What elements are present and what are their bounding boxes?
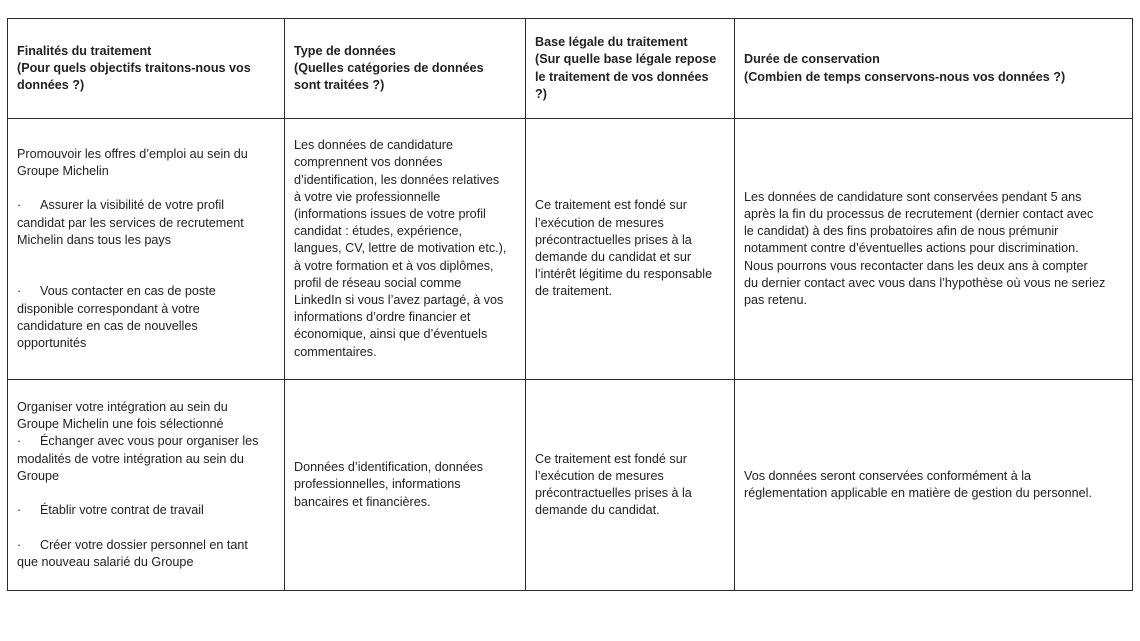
header-title: Base légale du traitement <box>535 35 688 50</box>
retention-line: Vos données seront conservées conformément à la <box>744 468 1032 483</box>
purpose-bullet-line: candidat par les services de recrutement <box>17 215 244 230</box>
data-types-line: candidat : études, expérience, <box>294 224 463 239</box>
data-types-line: d’identification, les données relatives <box>294 172 500 187</box>
spacer <box>17 266 276 283</box>
data-types-line: économique, ainsi que d’éventuels <box>294 327 488 342</box>
data-types-line: professionnelles, informations <box>294 477 461 492</box>
legal-basis-line: l’intérêt légitime du responsable <box>535 267 713 282</box>
data-types-line: Données d’identification, données <box>294 460 484 475</box>
bullet-dot: · <box>17 503 22 518</box>
header-subtitle-line: (Sur quelle base légale repose <box>535 52 717 67</box>
purpose-bullet-line: Groupe <box>17 468 60 483</box>
purpose-bullet-line: Michelin dans tous les pays <box>17 232 172 247</box>
data-types-line: à votre vie professionnelle <box>294 189 441 204</box>
purpose-intro-line: Groupe Michelin <box>17 164 109 178</box>
purpose-bullet-line: candidature en cas de nouvelles <box>17 318 198 333</box>
purpose-bullet-text: Échanger avec vous pour organiser les <box>40 434 259 449</box>
data-types-line: profil de réseau social comme <box>294 275 462 290</box>
header-retention <box>735 19 1133 119</box>
data-types-line: commentaires. <box>294 344 377 359</box>
purpose-bullet-text: Établir votre contrat de travail <box>40 503 204 518</box>
data-types-line: informations d’ordre financier et <box>294 310 471 325</box>
retention-line: le candidat) à des fins probatoires afin de nous prémunir <box>744 224 1059 239</box>
legal-basis-line: précontractuelles prises à la <box>535 486 692 500</box>
purpose-intro-line: Organiser votre intégration au sein du <box>17 400 228 414</box>
purpose-bullet-text: Vous contacter en cas de poste <box>40 284 216 299</box>
purpose-cell <box>8 380 285 591</box>
purpose-bullet-line <box>17 433 276 450</box>
spacer <box>17 485 276 502</box>
header-legal-basis <box>526 19 735 119</box>
purpose-bullet-line: que nouveau salarié du Groupe <box>17 554 194 569</box>
bullet-dot: · <box>17 198 22 213</box>
table-row <box>8 119 1133 380</box>
header-subtitle-line: (Quelles catégories de données <box>294 60 484 75</box>
header-title: Durée de conservation <box>744 52 880 67</box>
purpose-bullet-line: modalités de votre intégration au sein du <box>17 451 244 466</box>
data-types-line: LinkedIn si vous l’avez partagé, à vos <box>294 293 504 307</box>
data-processing-table-wrapper <box>7 18 1133 591</box>
purpose-cell <box>8 119 285 380</box>
purpose-intro-line: Promouvoir les offres d’emploi au sein du <box>17 146 248 161</box>
purpose-bullet-line <box>17 283 276 300</box>
retention-line: réglementation applicable en matière de gestion du personnel. <box>744 486 1092 500</box>
header-purposes <box>8 19 285 119</box>
purpose-bullet-line: opportunités <box>17 335 87 350</box>
header-subtitle-line: ?) <box>535 86 547 101</box>
data-types-line: à votre formation et à vos diplômes, <box>294 258 494 273</box>
data-types-line: Les données de candidature <box>294 138 453 153</box>
spacer <box>17 249 276 266</box>
data-types-line: (informations issues de votre profil <box>294 206 486 221</box>
retention-line: notamment contre d’éventuelles actions pour discrimination. <box>744 241 1079 256</box>
legal-basis-line: de traitement. <box>535 284 613 299</box>
retention-line: du dernier contact avec vous dans l’hypothèse où vous ne seriez <box>744 275 1106 290</box>
retention-cell <box>735 119 1133 380</box>
purpose-bullet-line <box>17 502 276 519</box>
retention-line: Les données de candidature sont conservées pendant 5 ans <box>744 189 1082 204</box>
legal-basis-cell <box>526 380 735 591</box>
legal-basis-line: demande du candidat. <box>535 503 660 518</box>
header-subtitle-line: (Combien de temps conservons-nous vos données ?) <box>744 69 1066 84</box>
retention-cell <box>735 380 1133 591</box>
table-header-row <box>8 19 1133 119</box>
legal-basis-line: précontractuelles prises à la <box>535 232 692 247</box>
data-types-line: comprennent vos données <box>294 155 443 170</box>
purpose-bullet-line <box>17 197 276 214</box>
purpose-bullet-text: Assurer la visibilité de votre profil <box>40 198 225 213</box>
legal-basis-line: Ce traitement est fondé sur <box>535 451 687 466</box>
data-types-cell <box>285 119 526 380</box>
legal-basis-line: l’exécution de mesures <box>535 215 664 230</box>
data-types-line: langues, CV, lettre de motivation etc.), <box>294 241 507 256</box>
bullet-dot: · <box>17 284 22 299</box>
table-row <box>8 380 1133 591</box>
header-data-types <box>285 19 526 119</box>
spacer <box>17 519 276 536</box>
retention-line: pas retenu. <box>744 293 808 307</box>
legal-basis-cell <box>526 119 735 380</box>
data-types-cell <box>285 380 526 591</box>
header-subtitle-line: sont traitées ?) <box>294 78 385 93</box>
header-subtitle-line: le traitement de vos données <box>535 69 709 84</box>
retention-line: après la fin du processus de recrutement (dernier contact avec <box>744 206 1094 221</box>
bullet-dot: · <box>17 434 22 449</box>
bullet-dot: · <box>17 537 22 552</box>
legal-basis-line: l’exécution de mesures <box>535 468 664 483</box>
retention-line: Nous pourrons vous recontacter dans les deux ans à compter <box>744 258 1088 273</box>
data-processing-table <box>7 18 1133 591</box>
header-title: Type de données <box>294 43 396 58</box>
purpose-bullet-text: Créer votre dossier personnel en tant <box>40 537 248 552</box>
legal-basis-line: demande du candidat et sur <box>535 250 692 264</box>
header-title: Finalités du traitement <box>17 43 152 58</box>
data-types-line: bancaires et financières. <box>294 494 431 509</box>
header-subtitle-line: (Pour quels objectifs traitons-nous vos <box>17 60 251 75</box>
header-subtitle-line: données ?) <box>17 78 85 93</box>
purpose-bullet-line <box>17 537 276 554</box>
spacer <box>17 180 276 197</box>
purpose-bullet-line: disponible correspondant à votre <box>17 301 200 316</box>
purpose-intro-line: Groupe Michelin une fois sélectionné <box>17 417 224 432</box>
legal-basis-line: Ce traitement est fondé sur <box>535 198 687 213</box>
